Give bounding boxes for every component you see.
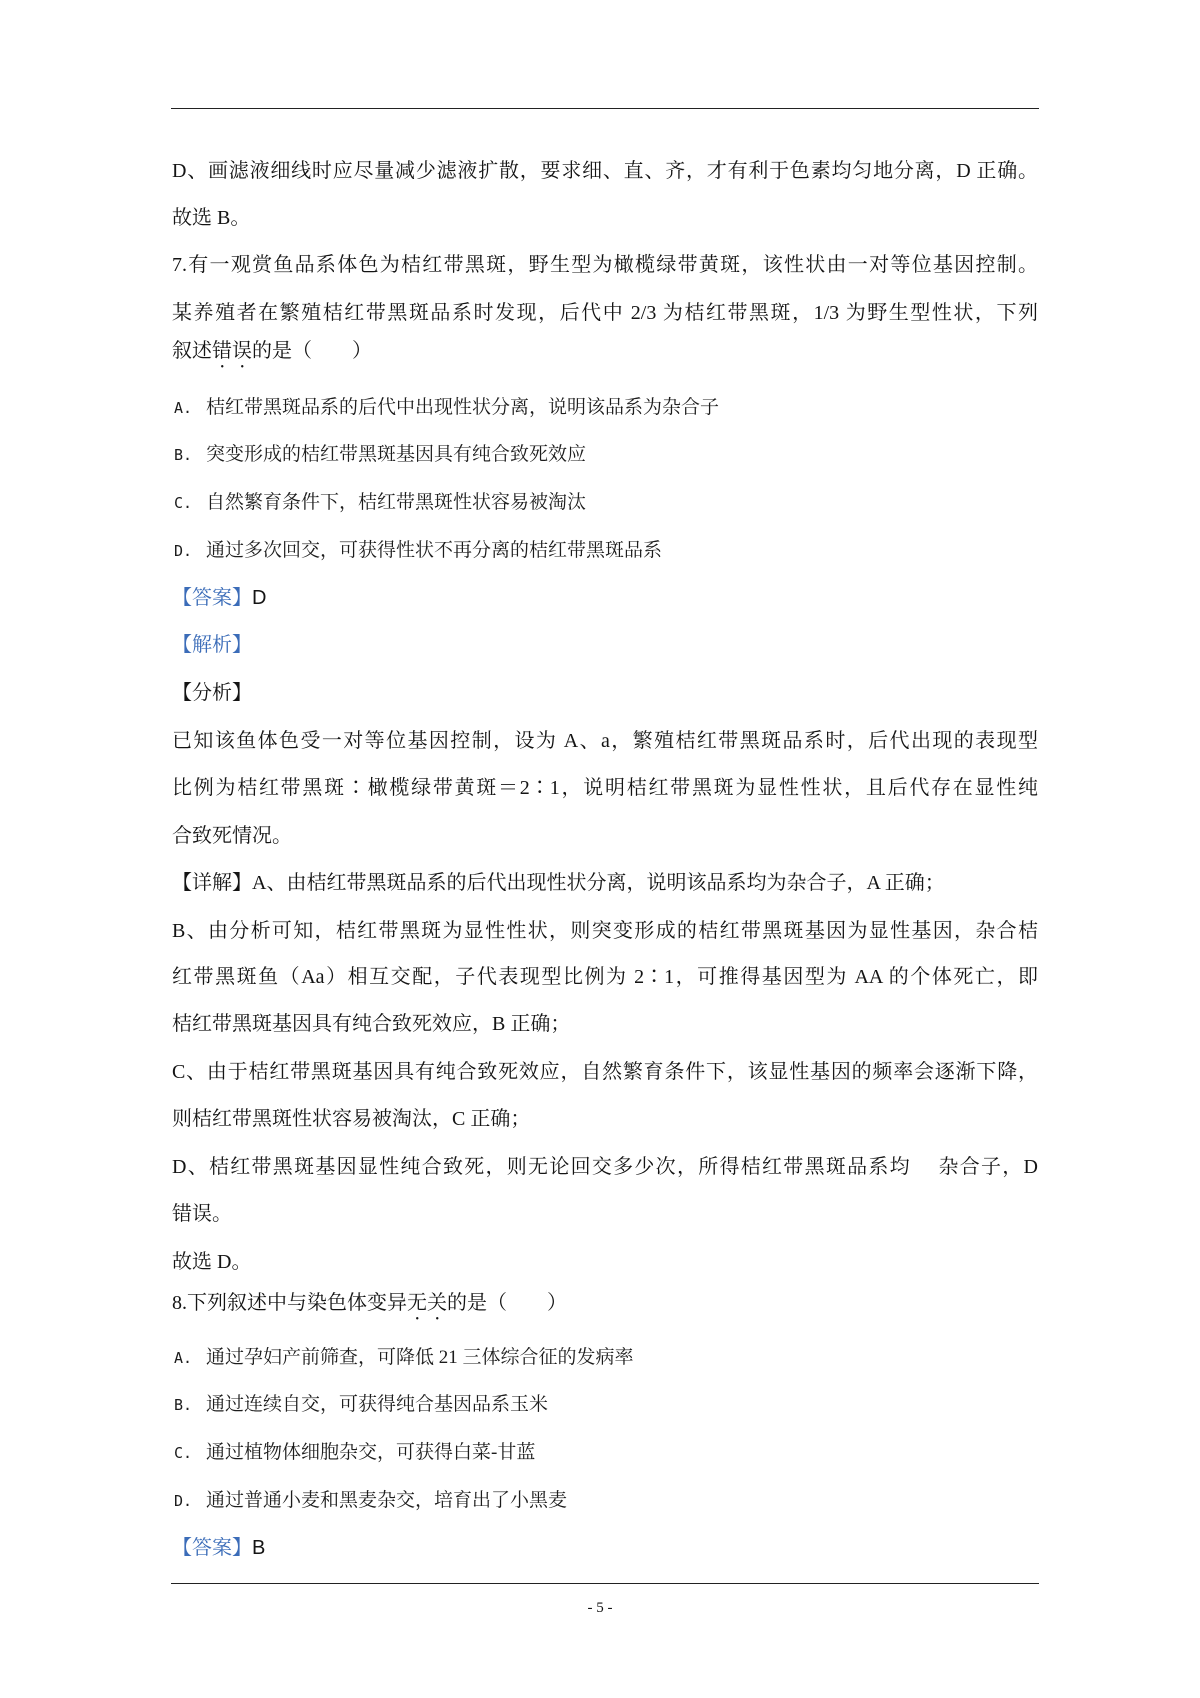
answer-tag: 【答案】: [172, 587, 252, 609]
option-label: B.: [174, 1396, 193, 1414]
option-label: C.: [174, 1444, 193, 1462]
q7-answer: [172, 583, 1038, 613]
option-text: 通过孕妇产前筛查，可降低 21 三体综合征的发病率: [206, 1347, 634, 1368]
option-text: 自然繁育条件下，桔红带黑斑性状容易被淘汰: [206, 492, 587, 513]
q6-conclusion: 故选 B。: [172, 207, 251, 229]
option-text: 通过普通小麦和黑麦杂交，培育出了小黑麦: [206, 1490, 568, 1511]
option-label: C.: [174, 494, 193, 512]
q7-option-c: [174, 488, 1038, 518]
q7-stem-end-before: 叙述: [172, 340, 212, 362]
q7-stem-line-3: [172, 336, 1038, 366]
jiexi-tag: 【解析】: [172, 634, 252, 656]
q7-conclusion: 故选 D。: [172, 1251, 252, 1273]
q7-xiangjie-line-1: [172, 868, 1038, 898]
option-label: A.: [174, 399, 193, 417]
q7-xiangjie-line-4: 桔红带黑斑基因具有纯合致死效应，B 正确；: [172, 1013, 571, 1035]
q7-xiangjie-line-3: 红带黑斑鱼（Aa）相互交配，子代表现型比例为 2∶1，可推得基因型为 AA 的个体死亡，即: [172, 966, 1038, 988]
option-label: D.: [174, 542, 193, 560]
option-text: 桔红带黑斑品系的后代中出现性状分离，说明该品系为杂合子: [206, 397, 720, 418]
q7-option-b: [174, 440, 1038, 470]
option-text: 通过连续自交，可获得纯合基因品系玉米: [206, 1394, 549, 1415]
q7-xiangjie-line-8: 错误。: [172, 1203, 232, 1225]
q8-stem-before: 8.下列叙述中与染色体变异: [172, 1292, 407, 1314]
q7-fenxi-line-3: 合致死情况。: [172, 825, 292, 847]
answer-tag: 【答案】: [172, 1537, 252, 1559]
q8-option-b: [174, 1390, 1038, 1420]
q8-option-c: [174, 1438, 1038, 1468]
header-rule: [171, 108, 1039, 109]
q7-fenxi-line-1: 已知该鱼体色受一对等位基因控制，设为 A、a，繁殖桔红带黑斑品系时，后代出现的表现型: [172, 730, 1038, 752]
option-text: 通过多次回交，可获得性状不再分离的桔红带黑斑品系: [206, 540, 663, 561]
q7-fenxi-line-2: 比例为桔红带黑斑∶橄榄绿带黄斑＝2∶1，说明桔红带黑斑为显性性状，且后代存在显性纯: [172, 777, 1038, 799]
q7-stem-line-1: 7.有一观赏鱼品系体色为桔红带黑斑，野生型为橄榄绿带黄斑，该性状由一对等位基因控制。: [172, 254, 1038, 276]
q7-jiexi-heading: [172, 630, 1038, 660]
q7-fenxi-heading: 【分析】: [172, 682, 252, 704]
q7-xiangjie-line-5: C、由于桔红带黑斑基因具有纯合致死效应，自然繁育条件下，该显性基因的频率会逐渐下降，: [172, 1061, 1038, 1083]
q6-explanation-d: D、画滤液细线时应尽量减少滤液扩散，要求细、直、齐，才有利于色素均匀地分离，D 正确。: [172, 160, 1038, 182]
option-label: A.: [174, 1349, 193, 1367]
q8-stem-emphasis: 无关: [407, 1292, 447, 1314]
option-text: 突变形成的桔红带黑斑基因具有纯合致死效应: [206, 444, 587, 465]
footer-rule: [171, 1583, 1039, 1584]
q7-stem-line-2: 某养殖者在繁殖桔红带黑斑品系时发现，后代中 2/3 为桔红带黑斑，1/3 为野生型性状，下列: [172, 302, 1038, 324]
option-text: 通过植物体细胞杂交，可获得白菜-甘蓝: [206, 1442, 536, 1463]
answer-value: D: [252, 587, 267, 609]
q7-xiangjie-line-6: 则桔红带黑斑性状容易被淘汰，C 正确；: [172, 1108, 531, 1130]
q8-stem-after: 的是（ ）: [447, 1292, 567, 1314]
q7-option-d: [174, 536, 1038, 566]
q8-option-d: [174, 1486, 1038, 1516]
q7-stem-end-after: 的是（ ）: [252, 340, 372, 362]
xiangjie-tag: 【详解】: [172, 872, 252, 894]
q7-xiangjie-line-2: B、由分析可知，桔红带黑斑为显性性状，则突变形成的桔红带黑斑基因为显性基因，杂合桔: [172, 920, 1038, 942]
q8-answer: [172, 1533, 1038, 1563]
q8-option-a: [174, 1343, 1038, 1373]
option-label: B.: [174, 446, 193, 464]
q7-option-a: [174, 393, 1038, 423]
q8-stem: [172, 1288, 1038, 1318]
q7-xiangjie-line-7: D、桔红带黑斑基因显性纯合致死，则无论回交多少次，所得桔红带黑斑品系均 杂合子，D: [172, 1156, 1038, 1178]
option-label: D.: [174, 1492, 193, 1510]
page-number: - 5 -: [587, 1600, 613, 1616]
xiangjie-text: A、由桔红带黑斑品系的后代出现性状分离，说明该品系均为杂合子，A 正确；: [252, 872, 945, 894]
answer-value: B: [252, 1537, 266, 1559]
q7-stem-emphasis: 错误: [212, 340, 252, 362]
